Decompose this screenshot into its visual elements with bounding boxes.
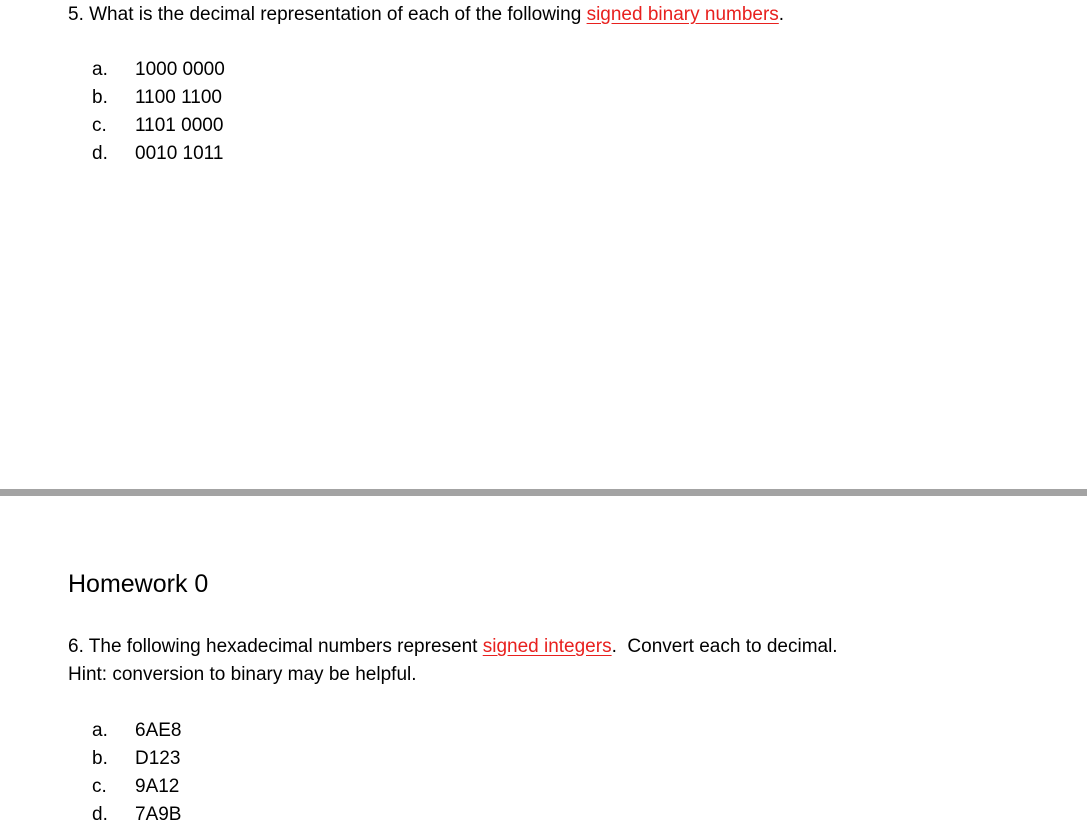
- list-marker: b.: [92, 748, 108, 769]
- list-item: [92, 773, 392, 801]
- hex-value: 9A12: [135, 776, 180, 797]
- question-5-highlight-link[interactable]: signed binary numbers: [586, 4, 779, 25]
- question-6-hint: Hint: conversion to binary may be helpful.: [68, 664, 417, 685]
- hex-value: 7A9B: [135, 804, 182, 825]
- list-marker: b.: [92, 87, 108, 108]
- binary-value: 1100 1100: [135, 87, 222, 108]
- document-page-bottom: [0, 496, 1087, 825]
- question-6-prompt: [68, 633, 838, 661]
- binary-value: 1000 0000: [135, 59, 225, 80]
- question-6-list: [92, 717, 392, 829]
- list-item: [92, 84, 392, 112]
- homework-heading: Homework 0: [68, 570, 209, 598]
- list-item: [92, 112, 392, 140]
- hex-value: D123: [135, 748, 181, 769]
- list-item: [92, 745, 392, 773]
- question-6-suffix: . Convert each to decimal.: [611, 636, 838, 657]
- hex-value: 6AE8: [135, 720, 182, 741]
- page-break-divider: [0, 489, 1087, 496]
- question-5-suffix: .: [778, 4, 785, 25]
- question-5-prefix: 5. What is the decimal representation of each of the following: [68, 4, 587, 25]
- list-marker: a.: [92, 59, 108, 80]
- binary-value: 0010 1011: [135, 143, 224, 164]
- list-marker: d.: [92, 143, 108, 164]
- question-6-highlight-link[interactable]: signed integers: [482, 636, 612, 657]
- list-marker: a.: [92, 720, 108, 741]
- question-5-list: [92, 56, 392, 168]
- binary-value: 1101 0000: [135, 115, 224, 136]
- list-marker: c.: [92, 776, 107, 797]
- question-6-prefix: 6. The following hexadecimal numbers represent: [68, 636, 483, 657]
- list-item: [92, 56, 392, 84]
- list-item: [92, 717, 392, 745]
- list-item: [92, 801, 392, 829]
- list-marker: d.: [92, 804, 108, 825]
- question-5-prompt: [68, 1, 784, 29]
- list-item: [92, 140, 392, 168]
- list-marker: c.: [92, 115, 107, 136]
